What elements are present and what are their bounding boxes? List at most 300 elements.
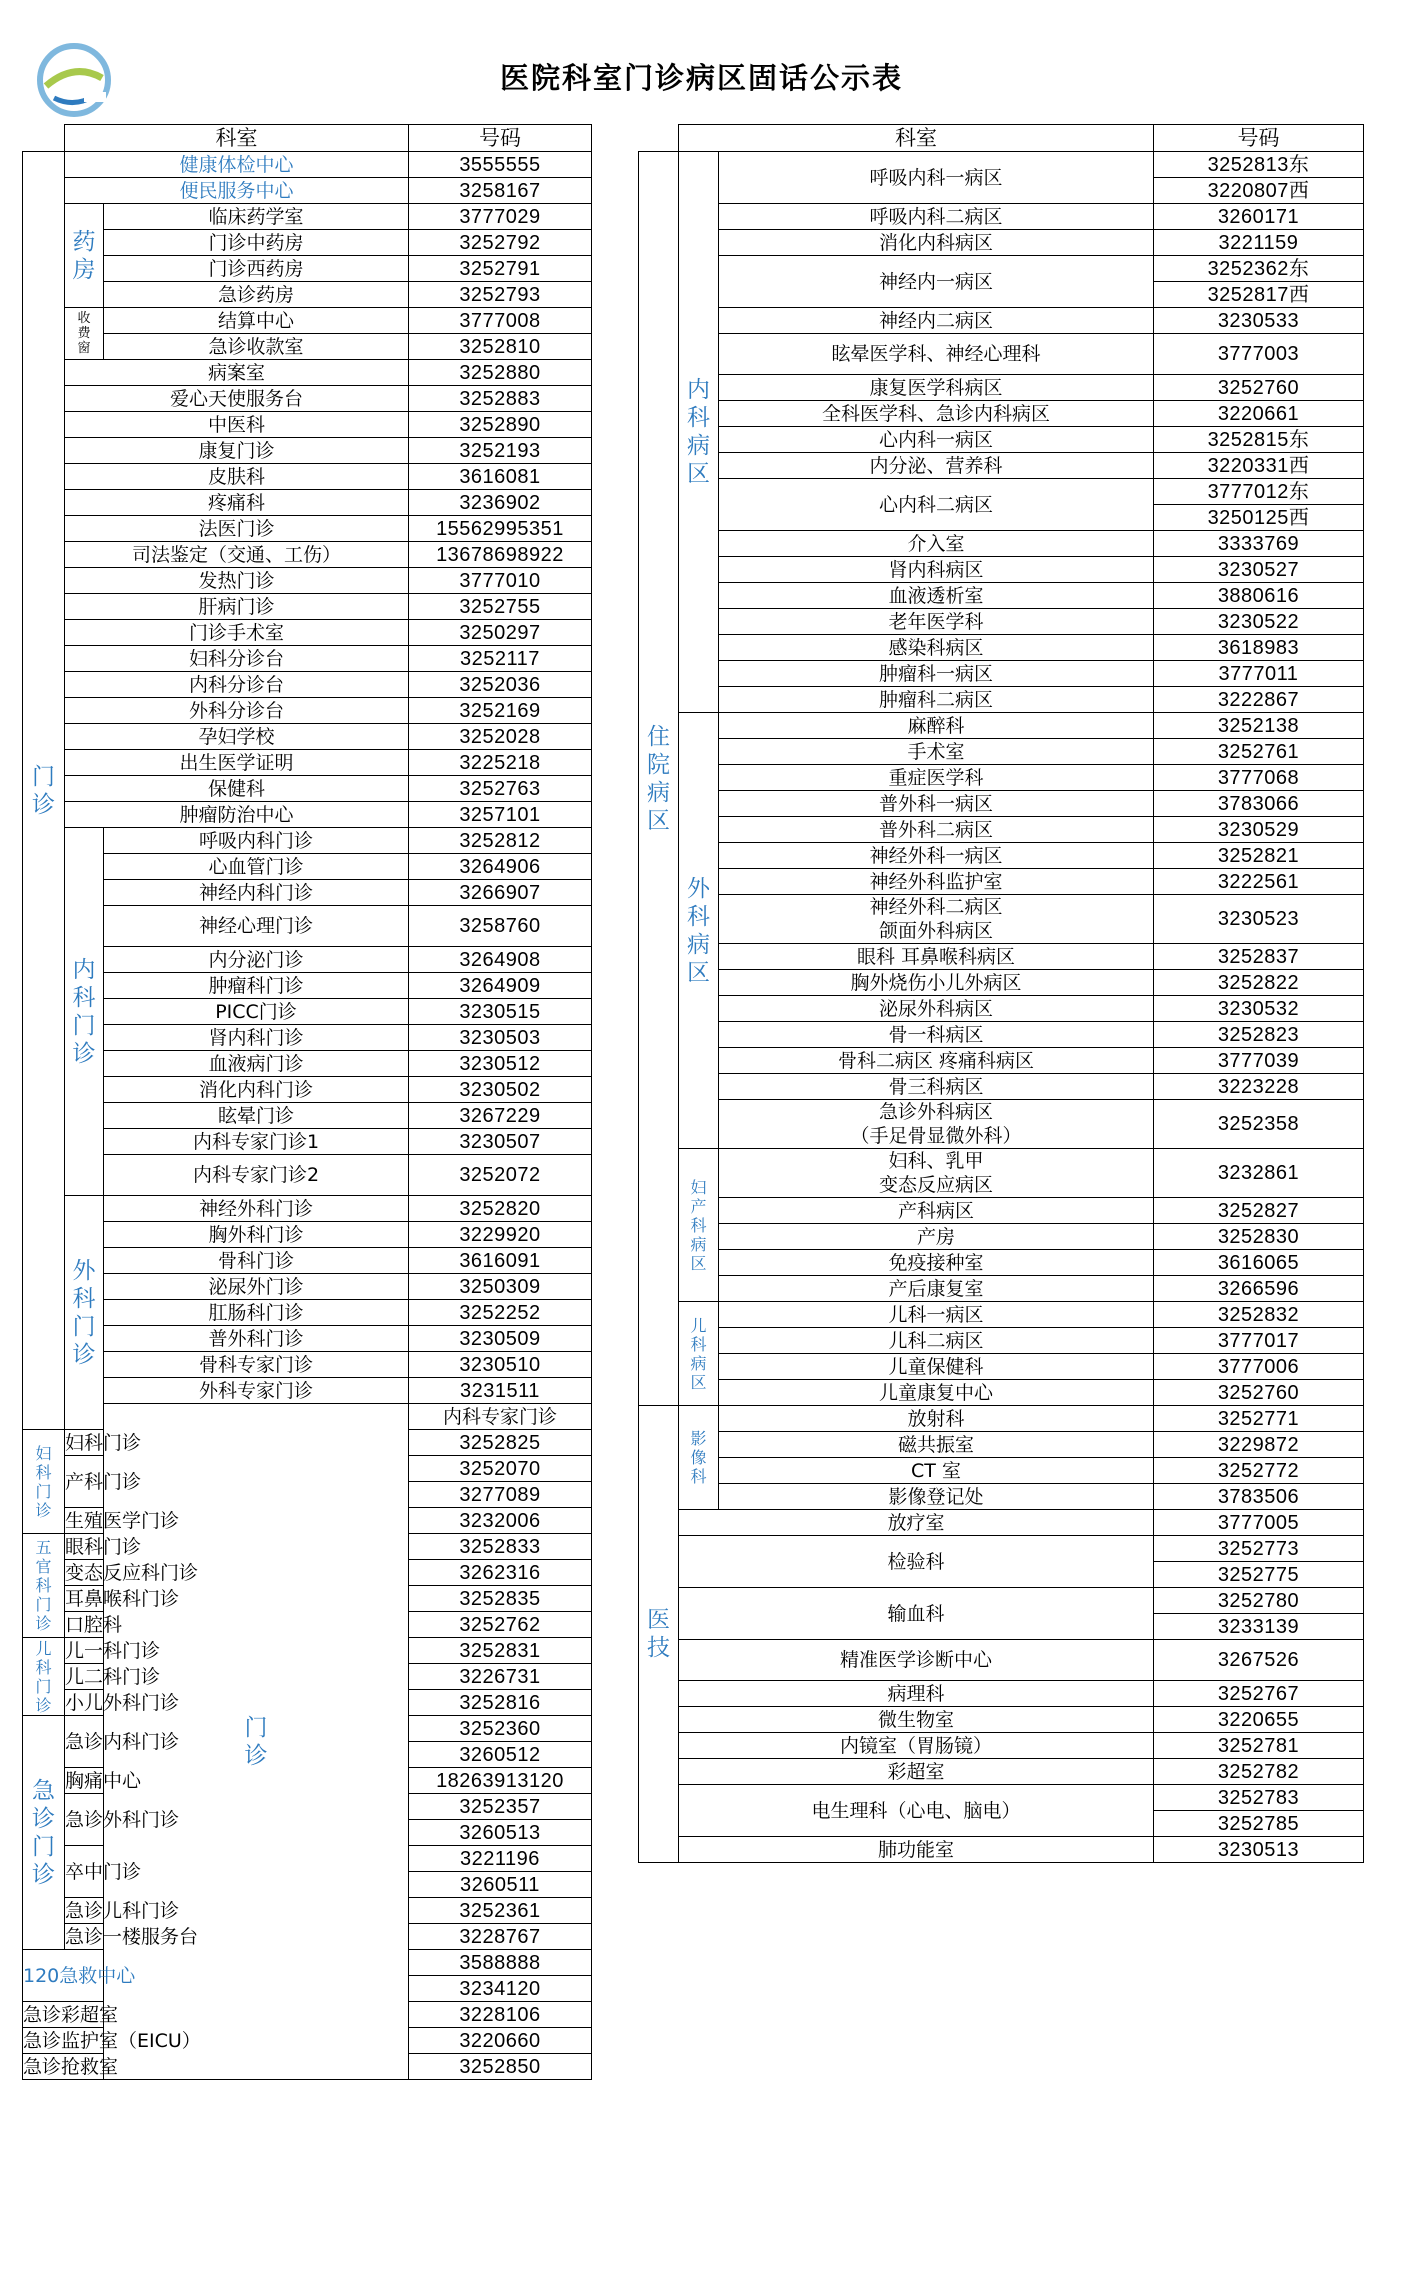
table-row <box>23 906 592 947</box>
table-row <box>639 869 1364 895</box>
group-erke <box>23 1638 65 1716</box>
dept-name-line: 儿科一病区 <box>888 1303 984 1326</box>
phone-number: 3252812 <box>409 828 592 854</box>
group-char: 门 <box>32 763 55 790</box>
dept-name-line: 肿瘤科一病区 <box>878 662 993 685</box>
dept-name: 妇科门诊 <box>65 1431 142 1454</box>
phone-number: 3229920 <box>409 1222 592 1248</box>
table-row <box>23 828 592 854</box>
dept-name: 产科门诊 <box>65 1456 104 1508</box>
phone-number: 3252793 <box>409 282 592 308</box>
table-row <box>23 1300 592 1326</box>
phone-number: 3229872 <box>1154 1432 1364 1458</box>
phone-number: 3252785 <box>1154 1811 1364 1837</box>
dept-name-line: 全科医学科、急诊内科病区 <box>821 402 1050 425</box>
dept-name-line: CT 室 <box>911 1459 961 1482</box>
phone-number: 3232861 <box>1154 1149 1364 1198</box>
phone-number: 3252780 <box>1154 1588 1364 1614</box>
dept-name-line: 消化内科病区 <box>878 231 993 254</box>
group-neike <box>679 152 719 713</box>
table-row <box>23 1051 592 1077</box>
table-row <box>639 1484 1364 1510</box>
table-row <box>23 204 592 230</box>
dept-name: 急诊儿科门诊 <box>65 1899 180 1922</box>
left-header-row <box>23 125 592 152</box>
table-row <box>23 594 592 620</box>
table-row <box>23 724 592 750</box>
phone-number: 3880616 <box>1154 583 1364 609</box>
dept-name-line: 骨科二病区 疼痛科病区 <box>837 1049 1035 1072</box>
table-row <box>23 698 592 724</box>
dept-name: 出生医学证明 <box>65 750 409 776</box>
dept-name-line: 普外科一病区 <box>878 792 993 815</box>
dept-name <box>679 1588 1154 1640</box>
table-row <box>639 1380 1364 1406</box>
dept-name-line: 老年医学科 <box>888 610 984 633</box>
group-neike <box>65 828 104 1196</box>
phone-number: 3220331西 <box>1154 453 1364 479</box>
phone-number: 3233139 <box>1154 1614 1364 1640</box>
dept-name <box>719 479 1154 531</box>
table-row <box>639 1149 1364 1198</box>
dept-name-line: 神经内一病区 <box>878 270 993 293</box>
dept-name-line: 病理科 <box>887 1682 945 1705</box>
phone-number: 3252830 <box>1154 1224 1364 1250</box>
dept-name <box>719 1276 1154 1302</box>
phone-number: 3252252 <box>409 1300 592 1326</box>
dept-name-line: 儿科二病区 <box>888 1329 984 1352</box>
phone-number: 3252357 <box>409 1794 592 1820</box>
group-yiji <box>639 1406 679 1863</box>
phone-number: 3252358 <box>1154 1100 1364 1149</box>
phone-number: 3230502 <box>409 1077 592 1103</box>
dept-name <box>719 1432 1154 1458</box>
group-char: 科 <box>687 405 710 431</box>
phone-number: 3252825 <box>409 1430 592 1456</box>
dept-name <box>719 204 1154 230</box>
phone-number: 3252880 <box>409 360 592 386</box>
dept-name <box>719 1022 1154 1048</box>
dept-name <box>719 1328 1154 1354</box>
table-row <box>23 1155 592 1196</box>
phone-number: 3264908 <box>409 947 592 973</box>
phone-number: 3221159 <box>1154 230 1364 256</box>
dept-name: 门诊手术室 <box>65 620 409 646</box>
dept-name <box>719 1149 1154 1198</box>
dept-name: 发热门诊 <box>65 568 409 594</box>
dept-name <box>719 765 1154 791</box>
header-dept: 科室 <box>65 125 409 152</box>
group-char: 区 <box>687 461 710 487</box>
phone-number: 3230529 <box>1154 817 1364 843</box>
group-char: 五 <box>35 1538 52 1557</box>
table-row <box>639 479 1364 505</box>
dept-name <box>719 401 1154 427</box>
phone-number: 3252767 <box>1154 1681 1364 1707</box>
phone-number: 3230515 <box>409 999 592 1025</box>
table-row <box>23 1352 592 1378</box>
phone-number: 3236902 <box>409 490 592 516</box>
phone-number: 3230527 <box>1154 557 1364 583</box>
phone-number: 3252362东 <box>1154 256 1364 282</box>
header-num: 号码 <box>409 125 592 152</box>
dept-name: 健康体检中心 <box>65 152 409 178</box>
group-char: 院 <box>647 751 670 778</box>
phone-number: 3777068 <box>1154 765 1364 791</box>
phone-number: 3252775 <box>1154 1562 1364 1588</box>
page-title: 医院科室门诊病区固话公示表 <box>499 61 903 95</box>
dept-name <box>719 583 1154 609</box>
table-row <box>23 542 592 568</box>
dept-name <box>719 944 1154 970</box>
dept-name: 肝病门诊 <box>65 594 409 620</box>
dept-name-line: 妇科、乳甲 <box>888 1150 984 1172</box>
table-row <box>639 687 1364 713</box>
dept-name-line: 检验科 <box>887 1550 945 1573</box>
dept-name: 门诊西药房 <box>104 256 409 282</box>
table-row <box>639 817 1364 843</box>
dept-name <box>679 1759 1154 1785</box>
phone-number: 3252072 <box>409 1155 592 1196</box>
dept-name: 急诊收款室 <box>104 334 409 360</box>
group-char: 外 <box>72 1257 96 1284</box>
dept-name <box>719 334 1154 375</box>
group-char: 科 <box>687 903 710 930</box>
table-row <box>639 1250 1364 1276</box>
dept-name: 内分泌门诊 <box>104 947 409 973</box>
phone-number: 3223228 <box>1154 1074 1364 1100</box>
dept-name: 急诊内科门诊 <box>65 1716 104 1768</box>
group-char: 医 <box>647 1607 670 1633</box>
dept-name-line: 心内科二病区 <box>878 493 993 516</box>
table-row <box>639 334 1364 375</box>
phone-number: 3230513 <box>1154 1837 1364 1863</box>
dept-name <box>719 308 1154 334</box>
dept-name: 心血管门诊 <box>104 854 409 880</box>
dept-name <box>719 453 1154 479</box>
phone-number: 3252070 <box>409 1456 592 1482</box>
phone-number: 3252361 <box>409 1898 592 1924</box>
group-char: 门 <box>35 1676 52 1696</box>
phone-number: 3777017 <box>1154 1328 1364 1354</box>
phone-number: 3252817西 <box>1154 282 1364 308</box>
table-row <box>23 1025 592 1051</box>
table-row <box>639 427 1364 453</box>
dept-name-line: 肺功能室 <box>877 1838 954 1861</box>
table-row <box>639 256 1364 282</box>
phone-number: 3222867 <box>1154 687 1364 713</box>
table-row <box>639 661 1364 687</box>
header-num: 号码 <box>1154 125 1364 152</box>
right-phone-table <box>638 124 1364 1863</box>
dept-name: 疼痛科 <box>65 490 409 516</box>
group-char: 内 <box>72 956 96 983</box>
table-row <box>639 230 1364 256</box>
dept-name: 卒中门诊 <box>65 1846 104 1898</box>
group-fuchan <box>679 1149 719 1302</box>
dept-name: 急诊药房 <box>104 282 409 308</box>
group-char: 门 <box>244 1714 268 1741</box>
phone-number: 3250125西 <box>1154 505 1364 531</box>
table-row <box>639 843 1364 869</box>
group-char: 官 <box>35 1557 52 1576</box>
dept-name <box>719 1406 1154 1432</box>
table-row <box>639 1100 1364 1149</box>
phone-number: 3222561 <box>1154 869 1364 895</box>
phone-number: 3252773 <box>1154 1536 1364 1562</box>
group-yingxiang <box>679 1406 719 1510</box>
phone-number: 3555555 <box>409 152 592 178</box>
table-row <box>23 999 592 1025</box>
phone-number: 3252791 <box>409 256 592 282</box>
table-row <box>639 1224 1364 1250</box>
table-row <box>639 1588 1364 1614</box>
dept-name: 胸痛中心 <box>65 1769 142 1792</box>
phone-number: 3264909 <box>409 973 592 999</box>
dept-name: 神经心理门诊 <box>104 906 409 947</box>
dept-name <box>719 375 1154 401</box>
dept-name: 肿瘤防治中心 <box>65 802 409 828</box>
phone-number: 3266596 <box>1154 1276 1364 1302</box>
dept-name-line: 胸外烧伤小儿外病区 <box>850 971 1022 994</box>
phone-number: 3777003 <box>1154 334 1364 375</box>
dept-name-line: 骨三科病区 <box>888 1075 984 1098</box>
dept-name <box>719 1380 1154 1406</box>
dept-name-line: 精准医学诊断中心 <box>839 1649 992 1671</box>
phone-number: 3252028 <box>409 724 592 750</box>
dept-name <box>719 1458 1154 1484</box>
dept-name: 生殖医学门诊 <box>65 1509 180 1532</box>
table-row <box>23 308 592 334</box>
table-row <box>639 791 1364 817</box>
header-dept: 科室 <box>679 125 1154 152</box>
table-row <box>639 453 1364 479</box>
dept-name: 消化内科门诊 <box>104 1077 409 1103</box>
phone-number: 3252763 <box>409 776 592 802</box>
phone-number: 3252815东 <box>1154 427 1364 453</box>
phone-number: 18263913120 <box>409 1768 592 1794</box>
phone-number: 3616081 <box>409 464 592 490</box>
group-char: 病 <box>687 433 710 459</box>
dept-name-line: 儿童保健科 <box>888 1355 984 1378</box>
group-jizhen <box>23 1716 65 1950</box>
dept-name-line: 神经外科监护室 <box>869 870 1003 893</box>
dept-name <box>719 1224 1154 1250</box>
phone-number: 3230507 <box>409 1129 592 1155</box>
phone-number: 3262316 <box>409 1560 592 1586</box>
dept-name-line: 康复医学科病区 <box>869 376 1003 399</box>
dept-name <box>719 1354 1154 1380</box>
phone-number: 3252835 <box>409 1586 592 1612</box>
table-row <box>639 1074 1364 1100</box>
table-row <box>23 973 592 999</box>
phone-number: 3260511 <box>409 1872 592 1898</box>
dept-name <box>719 1198 1154 1224</box>
dept-name: 康复门诊 <box>65 438 409 464</box>
phone-number: 3252832 <box>1154 1302 1364 1328</box>
dept-name <box>719 609 1154 635</box>
dept-name: 内科专家门诊2 <box>104 1155 409 1196</box>
phone-number: 3230523 <box>1154 895 1364 944</box>
group-char: 儿 <box>35 1638 52 1658</box>
phone-number: 3252036 <box>409 672 592 698</box>
table-row <box>639 895 1364 944</box>
group-wuguan <box>23 1534 65 1638</box>
group-char: 病 <box>690 1234 707 1254</box>
dept-name: 血液病门诊 <box>104 1051 409 1077</box>
dept-name-line: 呼吸内科一病区 <box>869 166 1003 189</box>
group-char: 技 <box>647 1635 670 1661</box>
dept-name <box>719 970 1154 996</box>
table-row <box>639 204 1364 230</box>
dept-name: 肾内科门诊 <box>104 1025 409 1051</box>
phone-number: 3260171 <box>1154 204 1364 230</box>
phone-number: 3252117 <box>409 646 592 672</box>
group-char: 外 <box>687 875 710 902</box>
dept-name: 孕妇学校 <box>65 724 409 750</box>
dept-name: 骨科门诊 <box>104 1248 409 1274</box>
phone-number: 3230503 <box>409 1025 592 1051</box>
table-row <box>23 672 592 698</box>
right-header-blank <box>639 125 679 152</box>
table-row <box>23 1248 592 1274</box>
dept-name: 临床药学室 <box>104 204 409 230</box>
table-row <box>639 308 1364 334</box>
phone-number: 3230522 <box>1154 609 1364 635</box>
phone-number: 3230510 <box>409 1352 592 1378</box>
dept-name <box>719 895 1154 944</box>
phone-number: 3252850 <box>409 2054 592 2080</box>
dept-name: 胸外科门诊 <box>104 1222 409 1248</box>
group-char: 产 <box>690 1196 707 1216</box>
table-row <box>639 1302 1364 1328</box>
phone-number: 3777039 <box>1154 1048 1364 1074</box>
dept-name: 耳鼻喉科门诊 <box>65 1587 180 1610</box>
table-row <box>639 583 1364 609</box>
group-fuke <box>23 1430 65 1534</box>
dept-name-line: 神经外科二病区 <box>869 896 1003 918</box>
group-char: 妇 <box>690 1177 707 1197</box>
dept-name-line: 产科病区 <box>897 1199 974 1222</box>
dept-name-line: 介入室 <box>907 532 965 555</box>
table-row <box>23 1129 592 1155</box>
group-char: 影 <box>690 1429 707 1448</box>
table-row <box>639 765 1364 791</box>
phone-number: 3250309 <box>409 1274 592 1300</box>
dept-name <box>679 1837 1154 1863</box>
group-char: 科 <box>72 984 96 1011</box>
group-char: 收 <box>77 311 91 326</box>
dept-name <box>719 1048 1154 1074</box>
dept-name: 急诊监护室（EICU） <box>23 2029 201 2052</box>
dept-name: 中医科 <box>65 412 409 438</box>
table-row <box>639 1707 1364 1733</box>
dept-name <box>679 1510 1154 1536</box>
phone-number: 3230533 <box>1154 308 1364 334</box>
dept-name-line-2: 颌面外科病区 <box>878 920 993 942</box>
table-row <box>23 282 592 308</box>
dept-name-line: 影像登记处 <box>888 1485 984 1508</box>
phone-number: 3616065 <box>1154 1250 1364 1276</box>
dept-name: 便民服务中心 <box>65 178 409 204</box>
phone-number: 3777005 <box>1154 1510 1364 1536</box>
dept-name <box>719 1074 1154 1100</box>
group-char: 科 <box>72 1285 96 1312</box>
dept-name-line: 呼吸内科二病区 <box>869 205 1003 228</box>
dept-name: 法医门诊 <box>65 516 409 542</box>
dept-name <box>719 635 1154 661</box>
dept-name <box>719 869 1154 895</box>
dept-name-line: 泌尿外科病区 <box>878 997 993 1020</box>
dept-name: 骨科专家门诊 <box>104 1352 409 1378</box>
table-row <box>23 230 592 256</box>
dept-name <box>719 230 1154 256</box>
dept-name: PICC门诊 <box>104 999 409 1025</box>
dept-name: 保健科 <box>65 776 409 802</box>
phone-number: 3252772 <box>1154 1458 1364 1484</box>
phone-number: 3220661 <box>1154 401 1364 427</box>
table-row <box>639 739 1364 765</box>
dept-name-line: 放疗室 <box>887 1511 945 1534</box>
table-row <box>639 635 1364 661</box>
dept-name <box>719 427 1154 453</box>
dept-name: 妇科分诊台 <box>65 646 409 672</box>
dept-name-line: 微生物室 <box>877 1708 954 1731</box>
dept-name-line: 肿瘤科二病区 <box>878 688 993 711</box>
dept-name: 普外科门诊 <box>104 1326 409 1352</box>
phone-number: 3252837 <box>1154 944 1364 970</box>
table-row <box>23 750 592 776</box>
table-row <box>639 1536 1364 1562</box>
dept-name: 肛肠科门诊 <box>104 1300 409 1326</box>
dept-name <box>719 739 1154 765</box>
group-char: 科 <box>35 1462 52 1482</box>
dept-name <box>719 1250 1154 1276</box>
table-row <box>23 1103 592 1129</box>
phone-number: 3252193 <box>409 438 592 464</box>
table-row <box>23 1326 592 1352</box>
table-row <box>639 944 1364 970</box>
phone-number: 3252813东 <box>1154 152 1364 178</box>
group-char: 门 <box>72 1313 96 1340</box>
dept-name-line: 眼科 耳鼻喉科病区 <box>856 945 1016 968</box>
group-waike <box>65 1196 104 1430</box>
dept-name-line: 输血科 <box>887 1602 945 1625</box>
phone-number: 3250297 <box>409 620 592 646</box>
dept-name: 内科专家门诊 <box>409 1404 592 1430</box>
phone-number: 3252782 <box>1154 1759 1364 1785</box>
phone-number: 3252760 <box>1154 375 1364 401</box>
phone-number: 3616091 <box>409 1248 592 1274</box>
table-row <box>23 412 592 438</box>
table-row <box>639 1198 1364 1224</box>
table-row <box>23 646 592 672</box>
group-char: 诊 <box>32 1805 55 1832</box>
dept-name: 儿二科门诊 <box>65 1665 161 1688</box>
dept-name <box>719 843 1154 869</box>
group-char: 房 <box>72 256 96 283</box>
group-char: 门 <box>32 1833 55 1860</box>
table-row <box>639 609 1364 635</box>
dept-name-line: 放射科 <box>907 1407 965 1430</box>
group-char: 门 <box>35 1595 52 1614</box>
dept-name: 结算中心 <box>104 308 409 334</box>
phone-number: 3618983 <box>1154 635 1364 661</box>
dept-name-line: 普外科二病区 <box>878 818 993 841</box>
phone-number: 3252761 <box>1154 739 1364 765</box>
dept-name-line: 重症医学科 <box>888 766 984 789</box>
phone-number: 3252827 <box>1154 1198 1364 1224</box>
